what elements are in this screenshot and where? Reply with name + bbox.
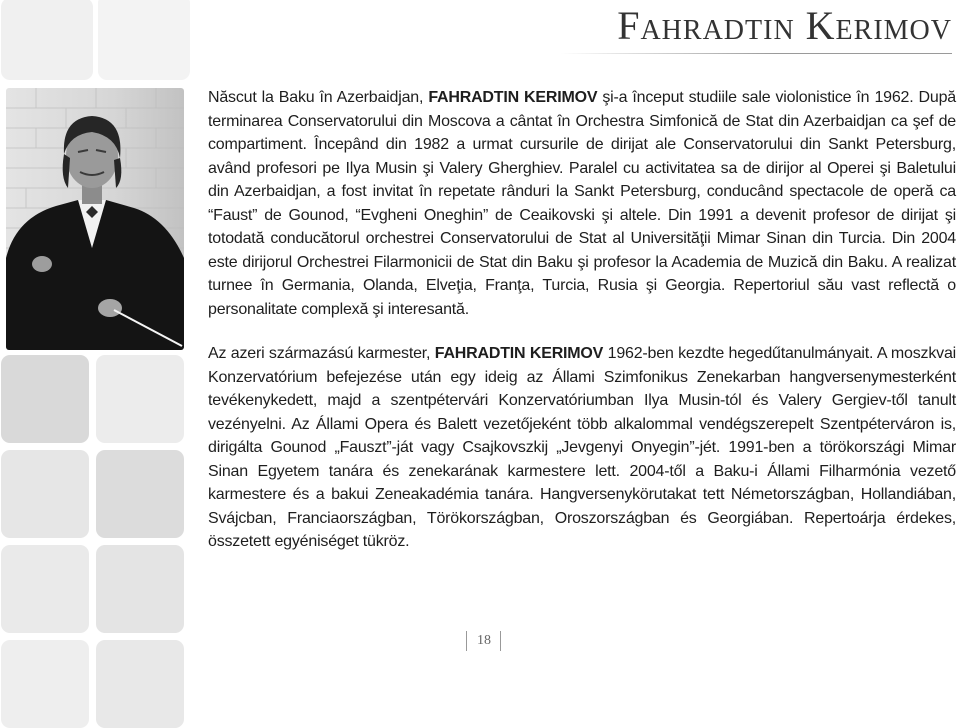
decorative-tile	[1, 450, 89, 538]
biography-romanian	[208, 86, 956, 321]
decorative-tile	[1, 0, 93, 80]
page-number: 18	[477, 633, 491, 648]
page-title: Fahradtin Kerimov	[617, 3, 952, 48]
decorative-tile	[1, 640, 89, 728]
bio-ro-intro: Născut la Baku în Azerbaidjan,	[208, 89, 429, 106]
decorative-tile	[1, 545, 89, 633]
bio-hu-intro: Az azeri származású karmester,	[208, 345, 435, 362]
decorative-tile	[96, 355, 184, 443]
bio-ro-name: FAHRADTIN KERIMOV	[428, 89, 598, 106]
biography-hungarian	[208, 342, 956, 554]
decorative-tile	[96, 450, 184, 538]
decorative-tile	[96, 545, 184, 633]
conductor-photo	[6, 88, 184, 350]
bio-hu-body: 1962-ben kezdte hegedűtanulmányait. A moszkvai Konzervatórium befejezése után egy ideig az Állami Szimfonikus Zenekarban hangversenymesterként tevékenykedett, majd a szentpétervári Konzervatóriumban Ilya Musin-tól és Valery Gergiev-től tanult vezényelni. Az Állami Opera és Balett vezetőjeként több alkalommal vendégszerepelt Szentpéterváron is, dirigálta Gounod „Fauszt”-ját vagy Csajkovszkij „Jevgenyi Onyegin”-jét. 1991-ben a törökországi Mimar Sinan Egyetem tanára és zenekarának karmestere lett. 2004-től a Baku-i Állami Filharmónia vezető karmestere és a bakui Zeneakadémia tanára. Hangversenykörutakat tett Németországban, Hollandiában, Svájcban, Franciaországban, Törökországban, Oroszországban és Georgiában. Repertoárja érdekes, összetett egyéniséget tükröz.	[208, 345, 956, 550]
title-underline	[560, 53, 952, 54]
page-number-bar-left	[466, 631, 467, 651]
decorative-tile	[96, 640, 184, 728]
decorative-tile	[1, 355, 89, 443]
decorative-tile	[98, 0, 190, 80]
bio-hu-name: FAHRADTIN KERIMOV	[434, 345, 604, 362]
bio-ro-body: şi-a început studiile sale violonistice în 1962. După terminarea Conservatorului din Moscova a cântat în Orchestra Simfonică de Stat din Azerbaidjan ca şef de compartiment. Începând din 1982 a urmat cursurile de dirijat ale Conservatorului din Sankt Petersburg, având profesori pe Ilya Musin şi Valery Gherghiev. Paralel cu activitatea sa de dirijor al Operei şi Baletului din Azerbaidjan, a fost invitat în repetate rânduri la Sankt Petersburg, conducând spectacole de operă ca “Faust” de Gounod, “Evgheni Oneghin” de Ceaikovski şi altele. Din 1991 a devenit profesor de dirijat şi totodată conducătorul orchestrei Conservatorului de Stat al Universităţii Mimar Sinan din Turcia. Din 2004 este dirijorul Orchestrei Filarmonicii de Stat din Baku şi profesor la Academia de Muzică din Baku. A realizat turnee în Germania, Olanda, Elveţia, Franţa, Turcia, Rusia şi Georgia. Repertoriul său vast reflectă o personalitate complexă şi interesantă.	[208, 89, 957, 318]
page-number-bar-right	[500, 631, 501, 651]
